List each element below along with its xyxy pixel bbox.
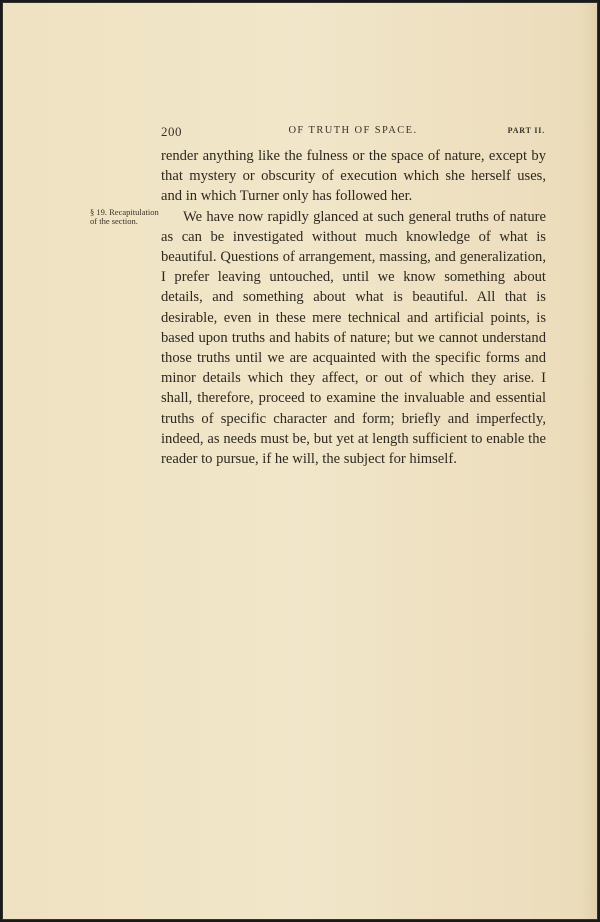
- book-page: [2, 2, 598, 920]
- page-number: 200: [161, 124, 182, 139]
- paragraph-recapitulation: We have now rapidly glanced at such general truths of nature as can be investigated without much knowledge of what is beautiful. Questions of arrangement, massing, and generalization, I prefer leaving untouched, until we know something about details, and something about what is beautiful. All that is desirable, even in these mere technical and artificial points, is based upon truths and habits of nature; but we cannot understand those truths until we are acquainted with the specific forms and minor details which they affect, or out of which they arise. I shall, therefore, proceed to examine the invaluable and essential truths of specific character and form; briefly and imperfectly, indeed, as needs must be, but yet at length sufficient to enable the reader to pursue, if he will, the subject for himself.: [161, 208, 546, 468]
- chapter-title: OF TRUTH OF SPACE.: [288, 125, 418, 136]
- margin-note: § 19. Recapitulation of the section.: [90, 207, 159, 226]
- body-text: [161, 146, 546, 469]
- part-label: PART II.: [507, 126, 545, 135]
- running-head: [161, 124, 545, 140]
- paragraph-continued: render anything like the fulness or the space of nature, except by that mystery or obscurity of execution which she herself uses, and in which Turner only has followed her.: [161, 148, 546, 205]
